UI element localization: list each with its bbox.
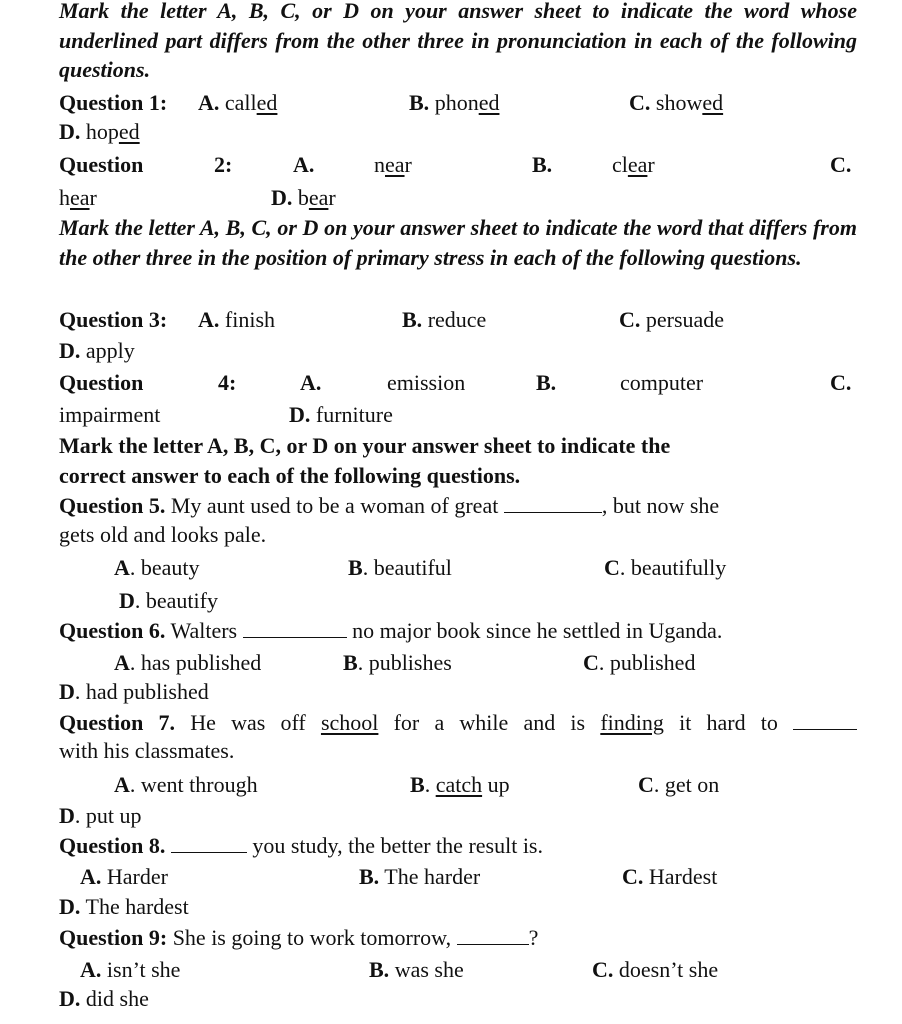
q5-option-c: C. beautifully [604,555,727,580]
q2-option-d: D. bear [271,185,336,210]
question-1-label: Question 1: [59,90,168,115]
q5-option-a: A. beauty [114,555,200,580]
q6-option-d: D. had published [59,679,209,704]
q8-option-a: A. Harder [80,864,168,889]
q7-option-d: D. put up [59,803,142,828]
section1-instruction: Mark the letter A, B, C, or D on your answer sheet to indicate the word whose underlined part differs from the other three in pronunciation in each of the following questions. [59,0,857,82]
q3-option-d: D. apply [59,338,135,363]
q9-option-c: C. doesn’t she [592,957,719,982]
q8-option-c: C. Hardest [622,864,718,889]
q1-option-b: B. phoned [409,90,500,115]
q4-option-b-word: computer [620,370,704,395]
q2-option-b-word: clear [612,152,655,177]
question-8-stem: Question 8. you study, the better the result is. [59,830,543,861]
q4-option-d: D. furniture [289,402,393,427]
question-6-stem: Question 6. Walters no major book since he settled in Uganda. [59,615,722,646]
question-3-label: Question 3: [59,307,168,332]
question-5-stem-cont: gets old and looks pale. [59,522,267,547]
q7-option-a: A. went through [114,772,258,797]
q2-option-c: C. [830,152,852,177]
answer-blank [793,707,857,730]
q7-option-b: B. catch up [410,772,510,797]
q6-option-a: A. has published [114,650,262,675]
q5-option-b: B. beautiful [348,555,452,580]
q3-option-a: A. finish [198,307,276,332]
q2-option-a: A. [293,152,315,177]
q4-option-c: C. [830,370,852,395]
q4-option-c-word: impairment [59,402,161,427]
answer-blank [171,830,247,853]
q7-option-c: C. get on [638,772,720,797]
q1-option-a: A. called [198,90,278,115]
q1-option-c: C. showed [629,90,724,115]
q9-option-a: A. isn’t she [80,957,181,982]
q6-option-c: C. published [583,650,696,675]
q4-option-a: A. [300,370,322,395]
q2-option-c-word: hear [59,185,97,210]
answer-blank [504,490,602,513]
question-4-number: 4: [218,370,237,395]
q1-option-d: D. hoped [59,119,140,144]
question-2-label: Question [59,152,144,177]
answer-blank [457,922,529,945]
q8-option-d: D. The hardest [59,894,189,919]
q9-option-b: B. was she [369,957,464,982]
q2-option-b: B. [532,152,553,177]
question-9-stem: Question 9: She is going to work tomorrow, ? [59,922,538,953]
q5-option-d: D. beautify [119,588,218,613]
q2-option-a-word: near [374,152,412,177]
question-2-number: 2: [214,152,233,177]
question-5-stem: Question 5. My aunt used to be a woman of great , but now she [59,490,719,521]
q3-option-b: B. reduce [402,307,487,332]
section3-instruction-line1: Mark the letter A, B, C, or D on your answer sheet to indicate the [59,433,671,458]
q4-option-a-word: emission [387,370,466,395]
answer-blank [243,615,347,638]
section2-instruction: Mark the letter A, B, C, or D on your answer sheet to indicate the word that differs from the other three in the position of primary stress in each of the following questions. [59,215,857,270]
section3-instruction-line2: correct answer to each of the following questions. [59,463,521,488]
question-4-label: Question [59,370,144,395]
q8-option-b: B. The harder [359,864,481,889]
q9-option-d: D. did she [59,986,149,1011]
question-7-stem-cont: with his classmates. [59,738,235,763]
q3-option-c: C. persuade [619,307,725,332]
q6-option-b: B. publishes [343,650,452,675]
question-7-stem: Question 7. He was off school for a while and is finding it hard to [59,707,857,738]
q4-option-b: B. [536,370,557,395]
